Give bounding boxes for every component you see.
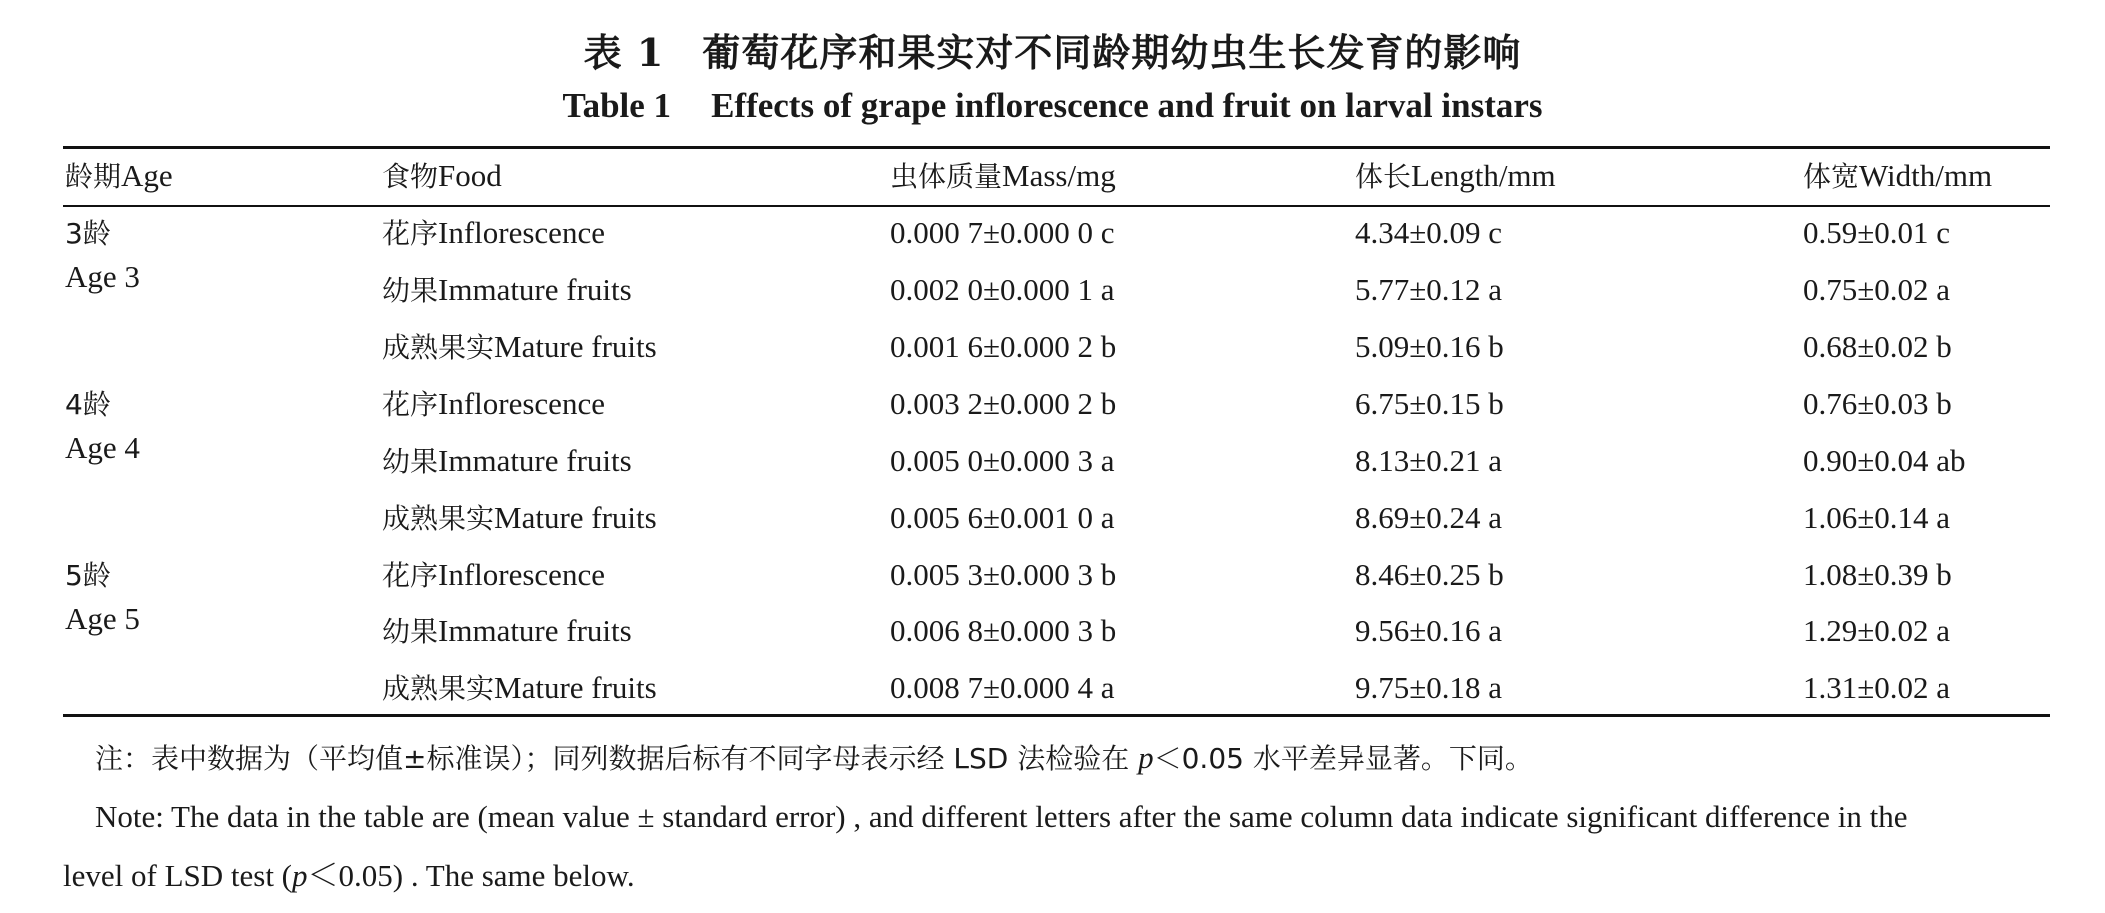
width-cell [1803,443,1966,479]
width-value: 0.75±0.02 a [1803,272,1951,307]
food-en: Mature fruits [494,329,657,364]
header-length-en: Length/mm [1411,158,1556,193]
food-cell [382,272,632,309]
food-en: Immature fruits [438,443,632,478]
header-food [382,158,502,195]
food-cn: 成熟果实 [382,672,495,705]
mass-value: 0.005 6±0.001 0 a [890,500,1115,535]
age-group-label-en [65,430,140,466]
width-value: 1.06±0.14 a [1803,500,1951,535]
header-food-cn: 食物 [382,160,439,193]
length-value: 9.56±0.16 a [1355,613,1503,648]
age-cn: 4龄 [65,388,111,421]
food-cell [382,670,657,707]
width-cell [1803,272,1950,308]
length-value: 8.69±0.24 a [1355,500,1503,535]
food-cn: 幼果 [382,274,439,307]
note-chinese-prefix: 注：表中数据为（平均值±标准误）；同列数据后标有不同字母表示经 LSD 法检验在 [95,742,1139,775]
food-cn: 幼果 [382,615,439,648]
food-en: Mature fruits [494,500,657,535]
mass-cell [890,500,1115,536]
mass-cell [890,557,1116,593]
food-cn: 花序 [382,559,439,592]
length-value: 8.13±0.21 a [1355,443,1503,478]
mass-cell [890,329,1116,365]
note-english-line-2-prefix: level of LSD test ( [63,858,293,893]
width-value: 0.76±0.03 b [1803,386,1952,421]
food-cell [382,329,657,366]
width-cell [1803,613,1950,649]
table-number-english: Table 1 [562,86,672,125]
age-cn: 5龄 [65,559,111,592]
note-english-line-2-suffix: ＜0.05) . The same below. [307,858,635,893]
header-width-cn: 体宽 [1803,160,1860,193]
width-cell [1803,670,1950,706]
food-en: Inflorescence [438,557,605,592]
length-value: 5.09±0.16 b [1355,329,1504,364]
note-english-line-1: Note: The data in the table are (mean value ± standard error) , and different letters after the same column data indicate significant difference in the [95,799,1908,834]
age-cn: 3龄 [65,217,111,250]
table-top-rule [63,146,2050,149]
food-cn: 幼果 [382,445,439,478]
length-value: 5.77±0.12 a [1355,272,1503,307]
length-cell [1355,386,1504,422]
mass-value: 0.003 2±0.000 2 b [890,386,1117,421]
note-chinese-p: p [1138,740,1154,775]
length-cell [1355,500,1502,536]
food-cn: 花序 [382,217,439,250]
food-cn: 花序 [382,388,439,421]
food-cell [382,613,632,650]
width-cell [1803,329,1952,365]
mass-cell [890,613,1116,649]
header-food-en: Food [438,158,502,193]
note-chinese [95,740,1533,777]
mass-cell [890,386,1116,422]
header-age [65,158,173,195]
header-mass-cn: 虫体质量 [890,160,1003,193]
mass-value: 0.005 0±0.000 3 a [890,443,1115,478]
food-en: Immature fruits [438,272,632,307]
note-english-line-2 [63,858,635,894]
length-value: 4.34±0.09 c [1355,215,1503,250]
age-group-label-cn [65,557,111,594]
mass-value: 0.001 6±0.000 2 b [890,329,1117,364]
table-title-chinese [0,22,2105,77]
header-width-en: Width/mm [1859,158,1993,193]
header-age-cn: 龄期 [65,160,122,193]
length-value: 8.46±0.25 b [1355,557,1504,592]
mass-cell [890,215,1115,251]
table-title-chinese-text: 葡萄花序和果实对不同龄期幼虫生长发育的影响 [702,30,1522,75]
width-value: 0.90±0.04 ab [1803,443,1966,478]
mass-cell [890,443,1115,479]
age-group-label-en [65,601,140,637]
header-mass [890,158,1116,195]
age-en: Age 3 [65,259,140,294]
table-title-english-text: Effects of grape inflorescence and fruit on larval instars [711,86,1543,125]
food-cell [382,443,632,480]
length-cell [1355,443,1502,479]
width-value: 0.59±0.01 c [1803,215,1951,250]
food-cell [382,215,605,252]
food-cn: 成熟果实 [382,502,495,535]
food-en: Mature fruits [494,670,657,705]
header-length [1355,158,1556,195]
table-number-chinese: 表 1 [583,30,665,75]
width-cell [1803,557,1952,593]
mass-value: 0.005 3±0.000 3 b [890,557,1117,592]
age-en: Age 5 [65,601,140,636]
header-width [1803,158,1992,195]
length-value: 6.75±0.15 b [1355,386,1504,421]
width-value: 1.29±0.02 a [1803,613,1951,648]
length-cell [1355,557,1504,593]
header-age-en: Age [121,158,173,193]
length-cell [1355,670,1502,706]
length-cell [1355,613,1502,649]
header-length-cn: 体长 [1355,160,1412,193]
table-header-rule [63,205,2050,207]
food-cell [382,386,605,423]
food-en: Inflorescence [438,215,605,250]
width-value: 1.31±0.02 a [1803,670,1951,705]
length-value: 9.75±0.18 a [1355,670,1503,705]
mass-value: 0.002 0±0.000 1 a [890,272,1115,307]
food-cell [382,500,657,537]
age-group-label-en [65,259,140,295]
food-cell [382,557,605,594]
width-value: 0.68±0.02 b [1803,329,1952,364]
mass-value: 0.008 7±0.000 4 a [890,670,1115,705]
width-value: 1.08±0.39 b [1803,557,1952,592]
age-group-label-cn [65,386,111,423]
age-group-label-cn [65,215,111,252]
length-cell [1355,329,1504,365]
length-cell [1355,272,1502,308]
mass-value: 0.000 7±0.000 0 c [890,215,1115,250]
width-cell [1803,500,1950,536]
width-cell [1803,215,1950,251]
note-english-p: p [292,858,308,893]
food-en: Immature fruits [438,613,632,648]
mass-cell [890,670,1115,706]
note-chinese-suffix: ＜0.05 水平差异显著。下同。 [1153,742,1533,775]
mass-cell [890,272,1115,308]
food-en: Inflorescence [438,386,605,421]
age-en: Age 4 [65,430,140,465]
table-bottom-rule [63,714,2050,717]
table-title-english [0,86,2105,126]
header-mass-en: Mass/mg [1002,158,1116,193]
food-cn: 成熟果实 [382,331,495,364]
width-cell [1803,386,1952,422]
length-cell [1355,215,1502,251]
mass-value: 0.006 8±0.000 3 b [890,613,1117,648]
